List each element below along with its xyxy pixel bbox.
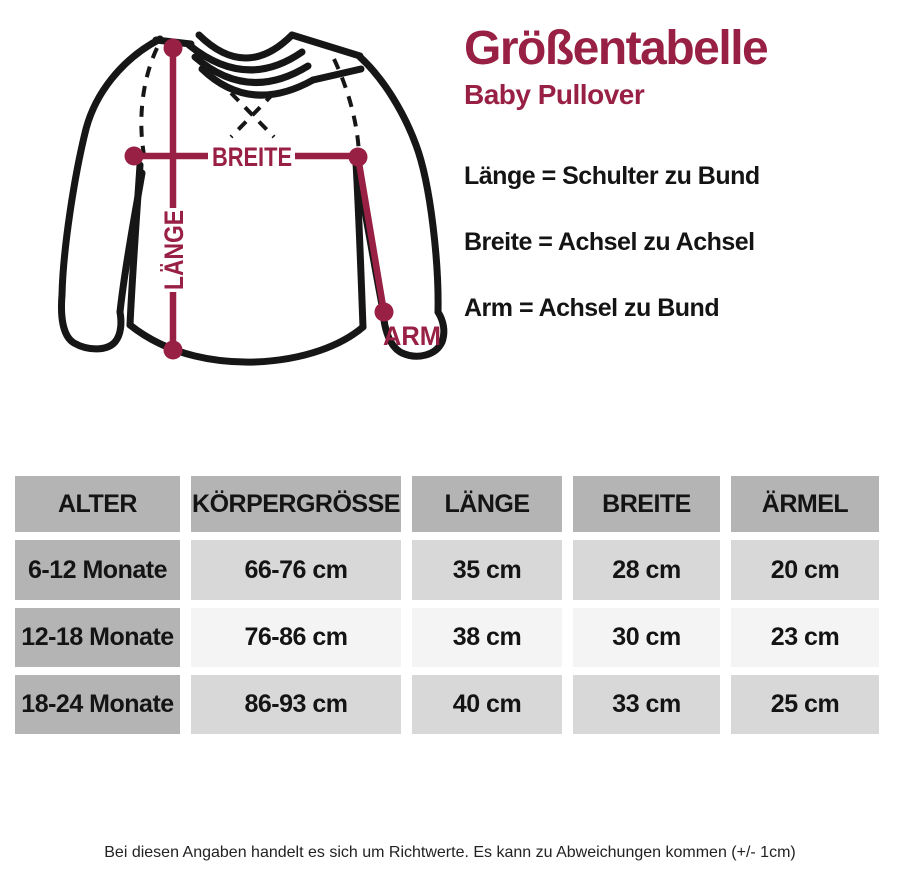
- laenge-label: LÄNGE: [159, 195, 189, 290]
- row-label: 18-24 Monate: [15, 675, 180, 734]
- column-header-koerpergroesse: KÖRPERGRÖSSE: [191, 476, 401, 532]
- page-title: Größentabelle: [464, 22, 768, 75]
- left-armpit-dot: [125, 147, 144, 166]
- measurement-definitions: [464, 162, 760, 360]
- table-cell: 33 cm: [573, 675, 720, 734]
- measurement-labels: [159, 142, 441, 351]
- hem-dot: [164, 341, 183, 360]
- size-table: [15, 476, 879, 734]
- table-cell: 35 cm: [412, 540, 562, 600]
- table-cell: 23 cm: [731, 608, 879, 667]
- column-header-aermel: ÄRMEL: [731, 476, 879, 532]
- title-block: [464, 24, 767, 111]
- page-subtitle: Baby Pullover: [464, 79, 645, 111]
- table-cell: 86-93 cm: [191, 675, 401, 734]
- left-cuff: [62, 295, 121, 349]
- table-cell: 20 cm: [731, 540, 879, 600]
- collar-rib-1: [199, 35, 292, 58]
- measurement-dots: [125, 39, 394, 360]
- disclaimer-note: Bei diesen Angaben handelt es sich um Richtwerte. Es kann zu Abweichungen kommen (+/- 1cm): [104, 844, 796, 861]
- raglan-seam-left: [141, 48, 157, 155]
- baby-pullover-diagram: [50, 25, 460, 415]
- table-cell: 66-76 cm: [191, 540, 401, 600]
- table-cell: 25 cm: [731, 675, 879, 734]
- definition-laenge: Länge = Schulter zu Bund: [464, 162, 760, 190]
- table-cell: 38 cm: [412, 608, 562, 667]
- left-sleeve-outer: [62, 39, 160, 295]
- arm-label: ARM: [383, 321, 441, 351]
- breite-label: BREITE: [212, 142, 292, 172]
- table-cell: 28 cm: [573, 540, 720, 600]
- column-header-breite: BREITE: [573, 476, 720, 532]
- right-armpit-dot: [349, 148, 368, 167]
- definition-breite: Breite = Achsel zu Achsel: [464, 228, 755, 256]
- cuff-dot: [375, 303, 394, 322]
- column-header-alter: ALTER: [15, 476, 180, 532]
- body-left-edge: [130, 165, 140, 325]
- table-cell: 76-86 cm: [191, 608, 401, 667]
- right-sleeve-outer: [360, 57, 438, 312]
- table-cell: 30 cm: [573, 608, 720, 667]
- row-label: 12-18 Monate: [15, 608, 180, 667]
- shoulder-dot: [164, 39, 183, 58]
- column-header-laenge: LÄNGE: [412, 476, 562, 532]
- definition-arm: Arm = Achsel zu Bund: [464, 294, 720, 322]
- shoulder-flap-lower: [313, 69, 361, 80]
- table-cell: 40 cm: [412, 675, 562, 734]
- row-label: 6-12 Monate: [15, 540, 180, 600]
- hem: [130, 325, 363, 362]
